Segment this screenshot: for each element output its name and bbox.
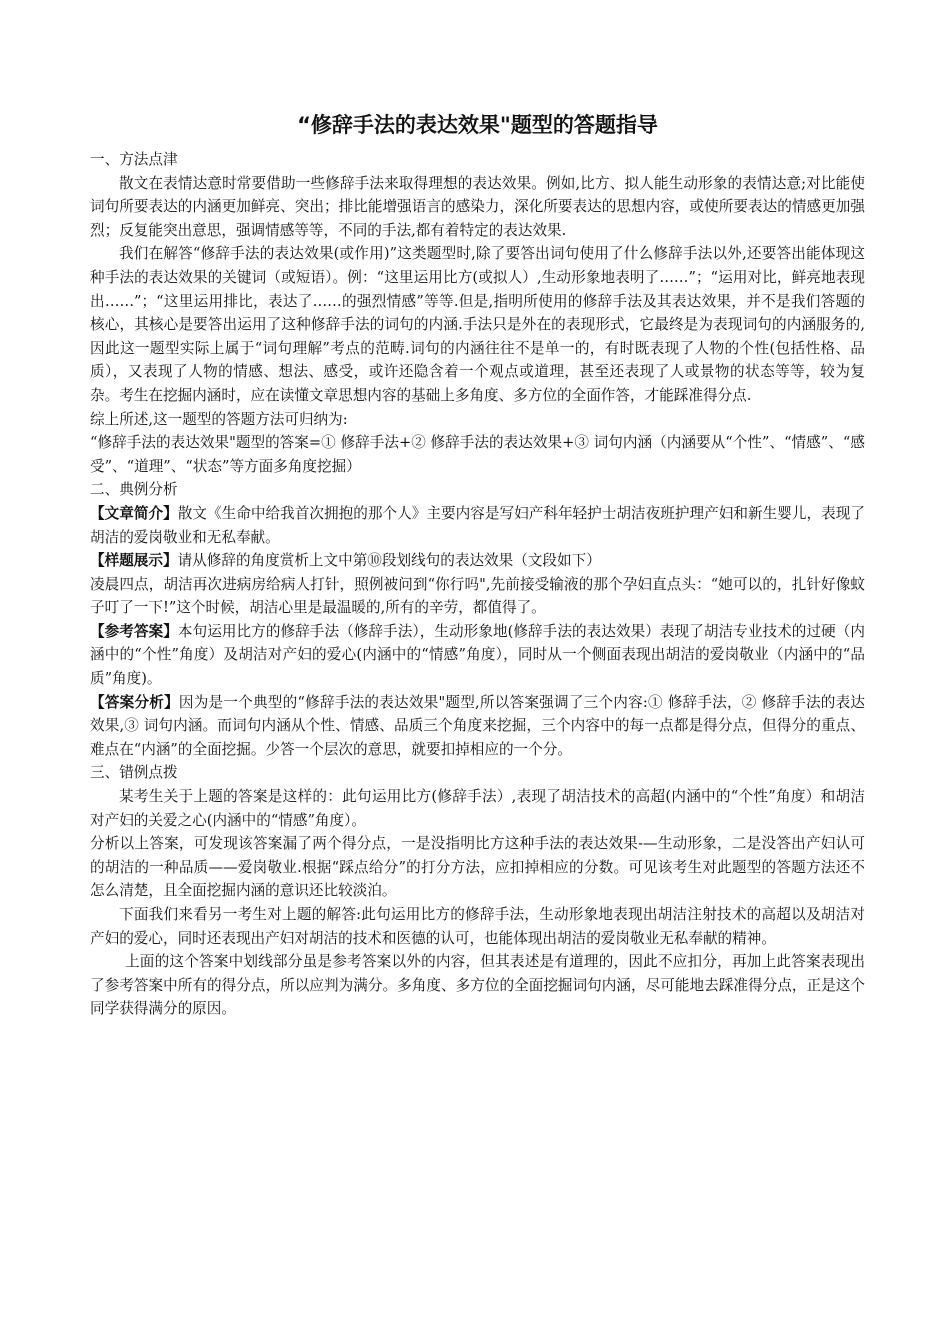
label-article-intro: 【文章简介】 [90,504,178,522]
paragraph-answer-analysis [90,691,865,762]
paragraph-sample-passage: 凌晨四点，胡洁再次进病房给病人打针，照例被问到“你行吗",先前接受输液的那个孕妇直点头：“她可以的，扎针好像蚊子叮了一下!”这个时候，胡洁心里是最温暖的,所有的辛劳，都值得了。 [90,575,865,617]
paragraph-reference-answer [90,620,865,691]
paragraph-error-3: 下面我们来看另一考生对上题的解答:此句运用比方的修辞手法，生动形象地表现出胡洁注射技术的高超以及胡洁对产妇的爱心，同时还表现出产妇对胡洁的技术和医德的认可，也能体现出胡洁的爱岗敬业无私奉献的精神。 [90,906,865,947]
label-sample-question: 【样题展示】 [90,552,178,570]
text-reference-answer: 本句运用比方的修辞手法（修辞手法），生动形象地(修辞手法的表达效果）表现了胡洁专业技术的过硬（内涵中的“个性”角度）及胡洁对产妇的爱心(内涵中的“情感”角度），同时从一个侧面表现出胡洁的爱岗敬业（内涵中的“品质”角度)。 [90,622,865,688]
document-title: “修辞手法的表达效果"题型的答题指导 [297,113,658,137]
label-reference-answer: 【参考答案】 [90,622,178,640]
paragraph-method-1: 散文在表情达意时常要借助一些修辞手法来取得理想的表达效果。例如,比方、拟人能生动形象的表情达意;对比能使词句所要表达的内涵更加鲜亮、突出；排比能增强语言的感染力，深化所要表达的思想内容，或使所要表达的情感更加强烈；反复能突出意思，强调情感等等，不同的手法,都有着特定的表达效果. [90,174,865,239]
paragraph-error-2: 分析以上答案，可发现该答案漏了两个得分点，一是没指明比方这种手法的表达效果-—生动形象，二是没答出产妇认可的胡洁的一种品质——爱岗敬业.根据“踩点给分”的打分方法，应扣掉相应的分数。可见该考生对此题型的答题方法还不怎么清楚，且全面挖掘内涵的意识还比较淡泊。 [90,835,865,900]
section-heading-method: 一、方法点津 [90,151,178,168]
text-sample-question: 请从修辞的角度赏析上文中第⑩段划线句的表达效果（文段如下） [177,552,601,570]
paragraph-method-summary: 综上所述,这一题型的答题方法可归纳为: [90,410,348,428]
text-answer-analysis: 因为是一个典型的“修辞手法的表达效果"题型,所以答案强调了三个内容:① 修辞手法，② 修辞手法的表达效果,③ 词句内涵。而词句内涵从个性、情感、品质三个角度来挖掘，三个内容中的每一点都是得分点，但得分的重点、难点在“内涵”的全面挖掘。少答一个层次的意思，就要扣掉相应的一个分。 [90,693,865,758]
paragraph-error-4: 上面的这个答案中划线部分虽是参考答案以外的内容，但其表述是有道理的，因此不应扣分，再加上此答案表现出了参考答案中所有的得分点，所以应判为满分。多角度、多方位的全面挖掘词句内涵，尽可能地去踩准得分点，正是这个同学获得满分的原因。 [90,953,865,1018]
label-answer-analysis: 【答案分析】 [90,693,179,711]
paragraph-method-2: 我们在解答“修辞手法的表达效果(或作用)”这类题型时,除了要答出词句使用了什么修辞手法以外,还要答出能体现这种手法的表达效果的关键词（或短语）。例：“这里运用比方(或拟人）,生动形象地表明了……”；“运用对比，鲜亮地表现出……”；“这里运用排比，表达了……的强烈情感”等等.但是,指明所使用的修辞手法及其表达效果，并不是我们答题的核心，其核心是要答出运用了这种修辞手法的词句的内涵.手法只是外在的表现形式，它最终是为表现词句的内涵服务的,因此这一题型实际上属于“词句理解”考点的范畴.词句的内涵往往不是单一的，有时既表现了人物的个性(包括性格、品质），又表现了人物的情感、想法、感受，或许还隐含着一个观点或道理，甚至还表现了人或景物的状态等等，较为复杂。考生在挖掘内涵时，应在读懂文章思想内容的基础上多角度、多方位的全面作答，才能踩准得分点. [90,245,865,404]
paragraph-sample-question [90,549,865,573]
section-heading-examples: 二、典例分析 [90,481,178,499]
section-heading-errors: 三、错例点拨 [90,764,178,782]
paragraph-error-1: 某考生关于上题的答案是这样的：此句运用比方(修辞手法）,表现了胡洁技术的高超(内涵中的“个性”角度）和胡洁对产妇的关爱之心(内涵中的“情感”角度）。 [90,788,865,829]
text-article-intro: 散文《生命中给我首次拥抱的那个人》主要内容是写妇产科年轻护士胡洁夜班护理产妇和新生婴儿，表现了胡洁的爱岗敬业和无私奉献。 [90,504,865,546]
paragraph-article-intro [90,502,865,549]
paragraph-method-formula: “修辞手法的表达效果"题型的答案=① 修辞手法+② 修辞手法的表达效果+③ 词句内涵（内涵要从“个性”、“情感”、“感受”、“道理”、“状态”等方面多角度挖掘） [90,434,865,475]
document-page [90,108,865,1021]
